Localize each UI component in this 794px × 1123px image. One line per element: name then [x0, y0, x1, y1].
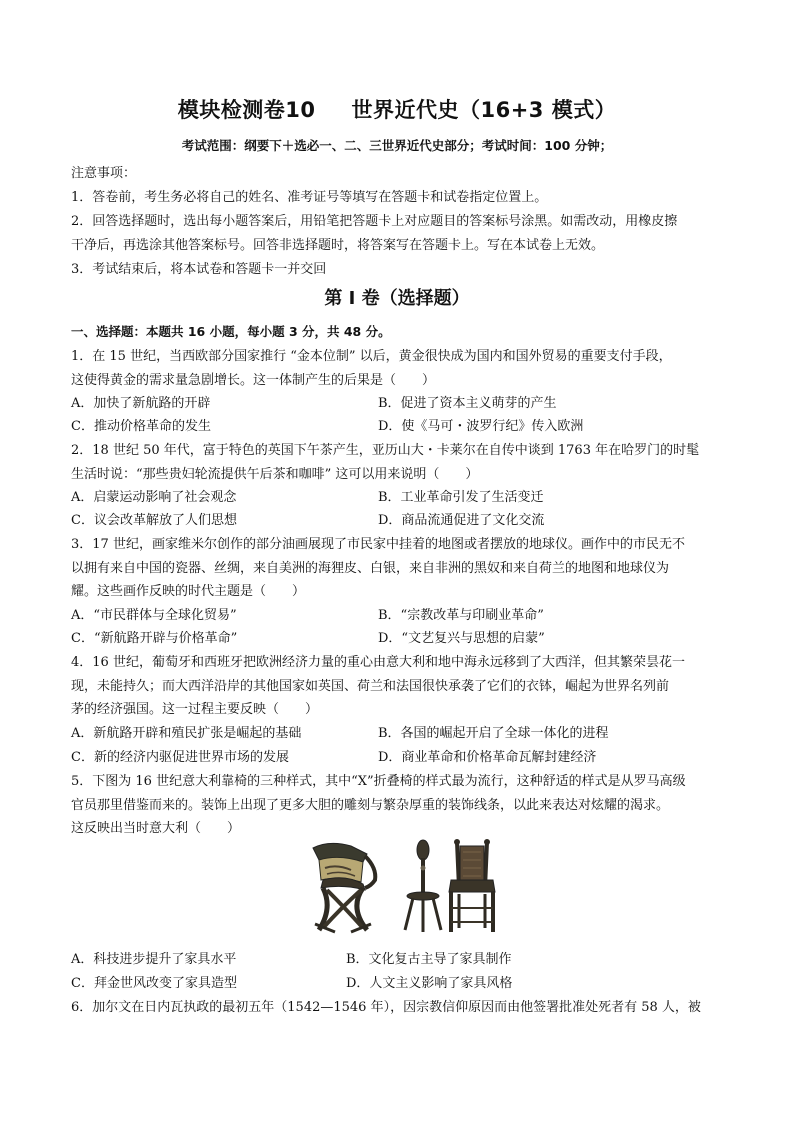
q2-stem-line-2: 生活时说：“那些贵妇轮流提供午后茶和咖啡” 这可以用来说明（ ） — [71, 467, 479, 482]
q3-stem-line-2: 以拥有来自中国的瓷器、丝绸，来自美洲的海狸皮、白银，来自非洲的黑奴和来自荷兰的地图和地球仪为 — [71, 561, 670, 576]
high-back-chair-icon — [449, 839, 495, 932]
q1-option-c: C．推动价格革命的发生 — [71, 419, 211, 434]
section-title: 第 I 卷（选择题） — [324, 288, 470, 309]
x-folding-chair-icon — [313, 843, 375, 932]
q3-stem-line-3: 耀。这些画作反映的时代主题是（ ） — [71, 584, 306, 599]
q5-option-d: D．人文主义影响了家具风格 — [346, 976, 513, 991]
q4-option-d: D．商业革命和价格革命瓦解封建经济 — [378, 750, 597, 765]
q4-option-b: B．各国的崛起开启了全球一体化的进程 — [378, 726, 609, 741]
q1-option-b: B．促进了资本主义萌芽的产生 — [378, 396, 557, 411]
title-part-1: 模块检测卷10 — [177, 98, 316, 122]
q2-option-a: A．启蒙运动影响了社会观念 — [71, 490, 237, 505]
q3-option-d: D．“文艺复兴与思想的启蒙” — [378, 631, 545, 646]
exam-title — [0, 94, 794, 124]
q1-stem-line-2: 这使得黄金的需求量急剧增长。这一体制产生的后果是（ ） — [71, 373, 436, 388]
note-2-line-1: 2．回答选择题时，选出每小题答案后，用铅笔把答题卡上对应题目的答案标号涂黑。如需改动，用橡皮擦 — [71, 214, 678, 229]
notes-heading: 注意事项： — [71, 166, 137, 181]
q3-option-c: C．“新航路开辟与价格革命” — [71, 631, 238, 646]
spindle-stool-chair-icon — [405, 840, 441, 932]
q1-stem-line-1: 1．在 15 世纪，当西欧部分国家推行 “金本位制” 以后，黄金很快成为国内和国外贸易的重要支付手段， — [71, 349, 672, 364]
title-part-2: 世界近代史（16+3 模式） — [351, 98, 617, 122]
q4-stem-line-3: 茅的经济强国。这一过程主要反映（ ） — [71, 702, 319, 717]
q3-stem-line-1: 3．17 世纪，画家维米尔创作的部分油画展现了市民家中挂着的地图或者摆放的地球仪。画作中的市民无不 — [71, 537, 685, 552]
q3-option-a: A．“市民群体与全球化贸易” — [71, 608, 237, 623]
chair-styles-figure — [305, 838, 505, 934]
q2-option-c: C．议会改革解放了人们思想 — [71, 513, 237, 528]
q5-stem-line-2: 官员那里借鉴而来的。装饰上出现了更多大胆的雕刻与繁杂厚重的装饰线条，以此来表达对炫耀的渴求。 — [71, 798, 670, 813]
q1-option-a: A．加快了新航路的开辟 — [71, 396, 211, 411]
q5-option-b: B．文化复古主导了家具制作 — [346, 952, 512, 967]
note-2-line-2: 干净后，再选涂其他答案标号。回答非选择题时，将答案写在答题卡上。写在本试卷上无效。 — [71, 238, 605, 253]
note-1: 1．答卷前，考生务必将自己的姓名、准考证号等填写在答题卡和试卷指定位置上。 — [71, 190, 548, 205]
q2-option-d: D．商品流通促进了文化交流 — [378, 513, 545, 528]
q4-stem-line-2: 现，未能持久；而大西洋沿岸的其他国家如英国、荷兰和法国很快承袭了它们的衣钵，崛起为世界名列前 — [71, 679, 670, 694]
q2-option-b: B．工业革命引发了生活变迁 — [378, 490, 544, 505]
q4-option-c: C．新的经济内驱促进世界市场的发展 — [71, 750, 289, 765]
q3-option-b: B．“宗教改革与印刷业革命” — [378, 608, 544, 623]
section-instructions: 一、选择题：本题共 16 小题，每小题 3 分，共 48 分。 — [71, 324, 391, 339]
q5-option-a: A．科技进步提升了家具水平 — [71, 952, 237, 967]
q5-stem-line-1: 5．下图为 16 世纪意大利靠椅的三种样式，其中“X”折叠椅的样式最为流行，这种舒适的样式是从罗马高级 — [71, 774, 686, 789]
exam-scope: 考试范围：纲要下＋选必一、二、三世界近代史部分；考试时间：100 分钟； — [181, 138, 613, 153]
q1-option-d: D．使《马可・波罗行纪》传入欧洲 — [378, 419, 584, 434]
q5-option-c: C．拜金世风改变了家具造型 — [71, 976, 237, 991]
q5-stem-line-3: 这反映出当时意大利（ ） — [71, 821, 241, 836]
note-3: 3．考试结束后，将本试卷和答题卡一并交回 — [71, 262, 327, 277]
q4-option-a: A．新航路开辟和殖民扩张是崛起的基础 — [71, 726, 302, 741]
q6-stem-line-1: 6．加尔文在日内瓦执政的最初五年（1542—1546 年），因宗教信仰原因而由他签署批准处死者有 58 人，被 — [71, 1000, 701, 1015]
q4-stem-line-1: 4．16 世纪，葡萄牙和西班牙把欧洲经济力量的重心由意大利和地中海永远移到了大西洋，但其繁荣昙花一 — [71, 655, 685, 670]
q2-stem-line-1: 2．18 世纪 50 年代，富于特色的英国下午茶产生，亚历山大・卡莱尔在自传中谈到 1763 年在哈罗门的时髦 — [71, 443, 700, 458]
